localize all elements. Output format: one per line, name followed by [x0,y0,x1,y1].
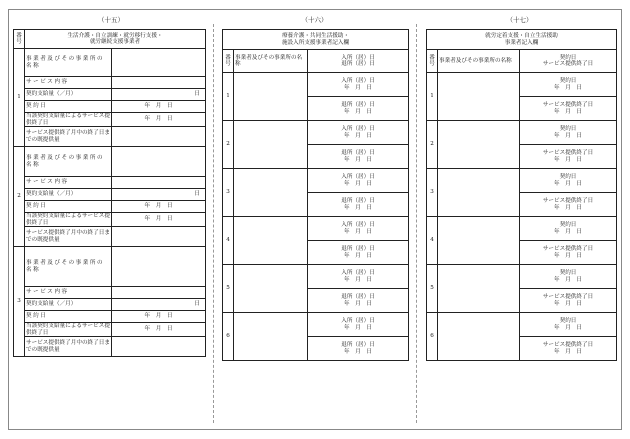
col-business-header: 事業者及びその事業所の名称 [234,50,308,73]
contract-date: 年 月 日 [554,180,582,187]
title-line: 療養介護・共同生活援助・ [281,33,350,40]
business-name-value [112,49,206,77]
record-row [14,247,206,287]
col-business-header: 事業者及びその事業所の名称 [438,50,520,73]
service-end-label: サービス提供終了日 [542,102,594,109]
provided-amount-value [112,127,206,147]
service-end-cell [520,145,617,169]
provided-amount-label: サービス提供終了月中の終了日までの既提供量 [25,127,112,147]
discharge-cell [308,193,409,217]
record-row [14,147,206,177]
contract-date-label: 契約日 [25,201,112,213]
page-17-table [426,29,617,361]
provided-amount-label: サービス提供終了月中の終了日までの既提供量 [25,337,112,357]
contract-amount-unit: 日 [112,299,206,311]
business-name-value [234,217,308,265]
contract-amount-label: 契約支給量（／月） [25,189,112,201]
admission-cell [308,121,409,145]
record-number: 1 [223,73,234,121]
service-end-value: 年 月 日 [112,213,206,227]
service-end-label: サービス提供終了日 [542,294,594,301]
page-divider [213,24,214,423]
contract-date: 年 月 日 [554,276,582,283]
page-divider [416,24,417,423]
admission-date: 年 月 日 [344,84,372,91]
contract-label: 契約日 [559,174,577,181]
record-row [223,73,409,97]
record-row [223,169,409,193]
record-row [14,89,206,101]
service-end-value: 年 月 日 [112,113,206,127]
admission-date: 年 月 日 [344,228,372,235]
record-row [223,313,409,337]
service-content-label: サービス内容 [25,287,112,299]
record-number: 5 [427,265,438,313]
contract-amount-unit: 日 [112,189,206,201]
record-row [14,49,206,77]
service-content-label: サービス内容 [25,77,112,89]
discharge-date: 年 月 日 [344,348,372,355]
contract-date: 年 月 日 [554,132,582,139]
admission-header: 入所（居）日 [341,54,375,61]
record-row [427,217,617,241]
record-row [14,213,206,227]
service-end-date: 年 月 日 [554,252,582,259]
col-number-header: 番号 [14,30,25,49]
record-number: 1 [427,73,438,121]
record-row [223,121,409,145]
business-name-value [438,265,520,313]
header-row [14,30,206,49]
record-row [14,201,206,213]
admission-label: 入所（居）日 [341,270,375,277]
contract-date-value: 年 月 日 [112,201,206,213]
discharge-cell [308,97,409,121]
discharge-label: 退所（居）日 [341,342,375,349]
business-name-value [438,121,520,169]
col-number-header: 番号 [427,50,438,73]
service-end-cell [520,241,617,265]
discharge-label: 退所（居）日 [341,150,375,157]
col-dates-header [308,50,409,73]
business-name-value [234,313,308,361]
discharge-date: 年 月 日 [344,156,372,163]
record-number: 3 [223,169,234,217]
discharge-cell [308,337,409,361]
contract-date: 年 月 日 [554,228,582,235]
contract-date: 年 月 日 [554,84,582,91]
contract-cell [520,73,617,97]
business-name-label: 事業者及びその事業所の名称 [25,247,112,287]
contract-header: 契約日 [559,54,577,61]
contract-amount-label: 契約支給量（／月） [25,299,112,311]
admission-label: 入所（居）日 [341,318,375,325]
service-content-label: サービス内容 [25,177,112,189]
business-name-label: 事業者及びその事業所の名称 [25,49,112,77]
discharge-label: 退所（居）日 [341,294,375,301]
admission-label: 入所（居）日 [341,78,375,85]
admission-cell [308,169,409,193]
title-row [427,30,617,50]
record-number: 1 [14,49,25,147]
contract-cell [520,217,617,241]
contract-date-label: 契約日 [25,101,112,113]
record-number: 2 [427,121,438,169]
service-end-date: 年 月 日 [554,300,582,307]
record-row [223,217,409,241]
record-number: 5 [223,265,234,313]
record-row [14,101,206,113]
title-row [223,30,409,50]
contract-label: 契約日 [559,222,577,229]
service-end-header: サービス提供終了日 [542,61,594,67]
title-line: 就労継続支援事業者 [89,39,141,45]
header-row [427,50,617,73]
discharge-cell [308,145,409,169]
contract-date: 年 月 日 [554,324,582,331]
service-end-label: サービス提供終了日 [542,150,594,157]
discharge-label: 退所（居）日 [341,102,375,109]
service-end-label: サービス提供終了日 [542,198,594,205]
business-name-value [112,247,206,287]
contract-label: 契約日 [559,318,577,325]
contract-date-value: 年 月 日 [112,311,206,323]
admission-label: 入所（居）日 [341,174,375,181]
record-row [14,287,206,299]
col-number-header: 番号 [223,50,234,73]
header-row [223,50,409,73]
discharge-cell [308,289,409,313]
service-content-value [112,77,206,89]
contract-cell [520,121,617,145]
admission-date: 年 月 日 [344,276,372,283]
title-line: 就労定着支援・自立生活援助 [485,33,558,40]
discharge-label: 退所（居）日 [341,246,375,253]
page-17-title [427,30,617,50]
admission-date: 年 月 日 [344,324,372,331]
service-content-value [112,177,206,189]
business-name-value [234,121,308,169]
record-row [14,177,206,189]
record-row [14,127,206,147]
page-15-number: （十五） [98,16,124,24]
page-15-table [13,29,206,357]
discharge-date: 年 月 日 [344,300,372,307]
record-row [14,299,206,311]
record-row [14,113,206,127]
service-end-label: 当該契約支給量によるサービス提供終了日 [26,213,110,226]
business-name-value [234,265,308,313]
contract-cell [520,313,617,337]
business-name-value [438,73,520,121]
contract-amount-label: 契約支給量（／月） [25,89,112,101]
admission-label: 入所（居）日 [341,126,375,133]
service-content-value [112,287,206,299]
record-number: 3 [14,247,25,357]
contract-date-label: 契約日 [25,311,112,323]
record-number: 3 [427,169,438,217]
business-name-value [234,169,308,217]
admission-cell [308,265,409,289]
page-17-number: （十七） [506,16,533,24]
admission-cell [308,313,409,337]
discharge-header: 退所（居）日 [341,61,375,67]
service-end-cell [520,97,617,121]
service-end-label: サービス提供終了日 [542,246,594,253]
record-row [14,77,206,89]
record-row [14,323,206,337]
record-number: 4 [427,217,438,265]
record-number: 2 [223,121,234,169]
page-16-number: （十六） [301,16,328,24]
discharge-label: 退所（居）日 [341,198,375,205]
contract-label: 契約日 [559,126,577,133]
contract-cell [520,265,617,289]
discharge-date: 年 月 日 [344,204,372,211]
service-end-cell [520,289,617,313]
discharge-date: 年 月 日 [344,108,372,115]
admission-date: 年 月 日 [344,180,372,187]
title-line: 事業者記入欄 [504,39,539,46]
service-end-date: 年 月 日 [554,204,582,211]
service-end-value: 年 月 日 [112,323,206,337]
record-row [14,189,206,201]
title-line: 施設入所支援事業者記入欄 [281,39,350,46]
discharge-date: 年 月 日 [344,252,372,259]
business-name-value [438,313,520,361]
service-end-label: 当該契約支給量によるサービス提供終了日 [26,323,110,336]
page-16-title [223,30,409,50]
admission-label: 入所（居）日 [341,222,375,229]
service-end-cell [520,193,617,217]
contract-cell [520,169,617,193]
record-number: 6 [223,313,234,361]
service-end-date: 年 月 日 [554,108,582,115]
contract-date-value: 年 月 日 [112,101,206,113]
admission-cell [308,217,409,241]
record-number: 4 [223,217,234,265]
record-row [14,227,206,247]
provided-amount-label: サービス提供終了月中の終了日までの既提供量 [25,227,112,247]
business-name-value [438,217,520,265]
record-row [14,337,206,357]
page-16-table [222,29,409,361]
business-name-value [234,73,308,121]
discharge-cell [308,241,409,265]
admission-date: 年 月 日 [344,132,372,139]
service-end-label: 当該契約支給量によるサービス提供終了日 [26,113,110,126]
record-number: 6 [427,313,438,361]
record-row [427,169,617,193]
record-row [427,73,617,97]
record-row [427,265,617,289]
provided-amount-value [112,227,206,247]
business-name-value [112,147,206,177]
service-end-label: サービス提供終了日 [542,342,594,349]
admission-cell [308,73,409,97]
service-end-date: 年 月 日 [554,156,582,163]
record-row [223,265,409,289]
col-dates-header [520,50,617,73]
contract-label: 契約日 [559,270,577,277]
page-15-title [25,30,206,49]
record-number: 2 [14,147,25,247]
contract-amount-unit: 日 [112,89,206,101]
record-row [427,313,617,337]
provided-amount-value [112,337,206,357]
record-row [14,311,206,323]
service-end-cell [520,337,617,361]
service-end-date: 年 月 日 [554,348,582,355]
business-name-label: 事業者及びその事業所の名称 [25,147,112,177]
title-line: 生活介護・自立訓練・就労移行支援・ [67,32,163,39]
contract-label: 契約日 [559,78,577,85]
record-row [427,121,617,145]
form-sheet [8,9,622,430]
business-name-value [438,169,520,217]
